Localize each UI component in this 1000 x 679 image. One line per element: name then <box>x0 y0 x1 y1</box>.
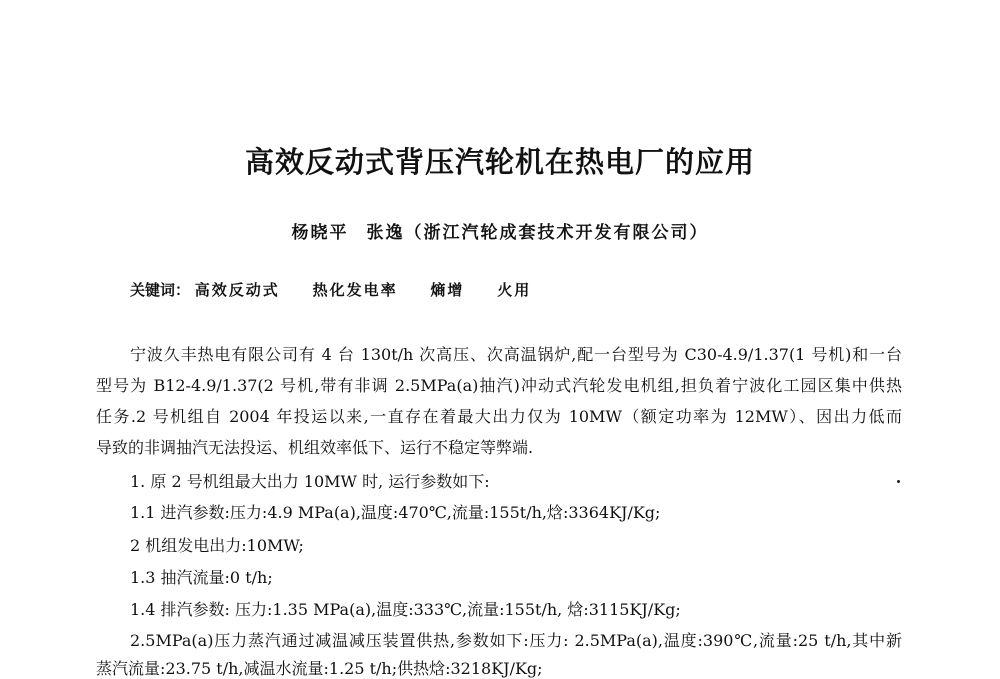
paragraph-line: 蒸汽流量:23.75 t/h,减温水流量:1.25 t/h;供热焓:3218KJ/Kg; <box>96 659 543 678</box>
keywords-line <box>130 279 559 300</box>
keyword: 高效反动式 <box>194 281 280 299</box>
paragraph-line: 导致的非调抽汽无法投运、机组效率低下、运行不稳定等弊端. <box>96 438 534 457</box>
param-line: 1.1 进汽参数:压力:4.9 MPa(a),温度:470℃,流量:155t/h,焓:3364KJ/Kg; <box>130 503 661 522</box>
keyword: 火用 <box>497 281 532 299</box>
paragraph-line: 宁波久丰热电有限公司有 4 台 130t/h 次高压、次高温锅炉,配一台型号为 C30-4.9/1.37(1 号机)和一台 <box>130 345 902 364</box>
author-line <box>0 218 1000 243</box>
scan-speck <box>897 480 900 483</box>
author-affiliation: 张逸（浙江汽轮成套技术开发有限公司） <box>366 223 709 243</box>
author-name: 杨晓平 <box>291 223 349 243</box>
keywords-label: 关键词： <box>130 281 191 299</box>
keyword: 热化发电率 <box>312 281 398 299</box>
paragraph-line: 型号为 B12-4.9/1.37(2 号机,带有非调 2.5MPa(a)抽汽)冲动式汽轮发电机组,担负着宁波化工园区集中供热 <box>96 376 902 395</box>
section-heading: 1. 原 2 号机组最大出力 10MW 时, 运行参数如下: <box>130 472 490 491</box>
param-line: 1.4 排汽参数: 压力:1.35 MPa(a),温度:333℃,流量:155t/h, 焓:3115KJ/Kg; <box>130 600 681 619</box>
keyword: 熵增 <box>430 281 465 299</box>
paper-title: 高效反动式背压汽轮机在热电厂的应用 <box>244 145 755 179</box>
param-line: 1.3 抽汽流量:0 t/h; <box>130 568 273 587</box>
paragraph-line: 任务.2 号机组自 2004 年投运以来,一直存在着最大出力仅为 10MW（额定功率为 12MW）、因出力低而 <box>96 407 902 426</box>
paragraph-line: 2.5MPa(a)压力蒸汽通过减温减压装置供热,参数如下:压力: 2.5MPa(a),温度:390℃,流量:25 t/h,其中新 <box>130 631 902 650</box>
param-line: 2 机组发电出力:10MW; <box>130 536 304 555</box>
